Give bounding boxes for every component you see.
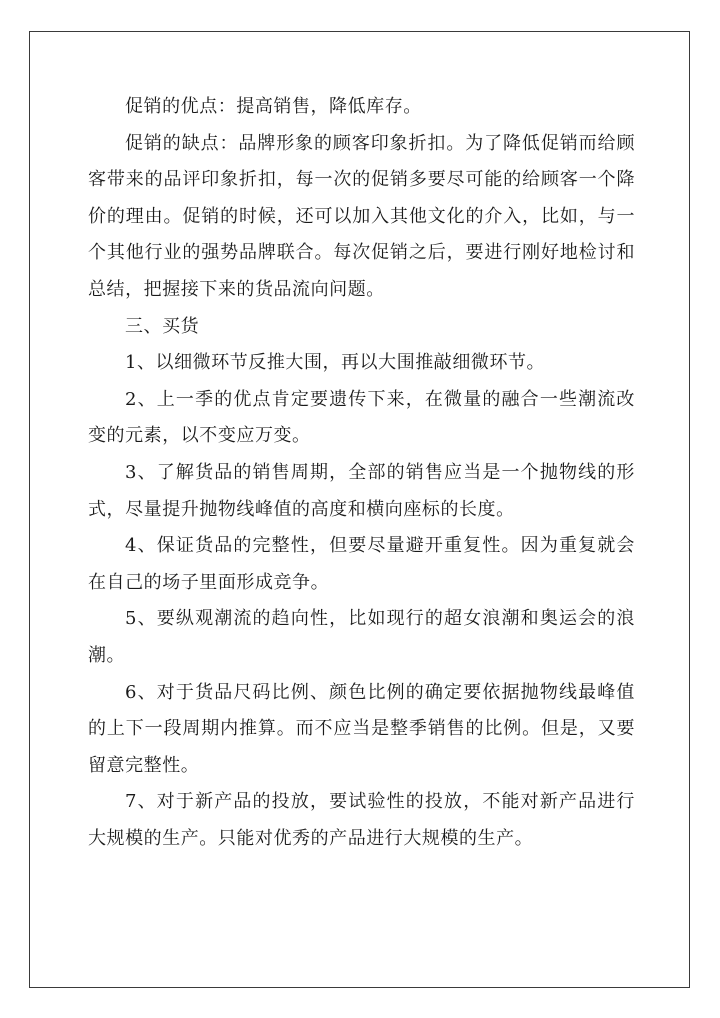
paragraph-promotion-advantages: 促销的优点：提高销售，降低库存。: [125, 96, 422, 117]
list-item-1: 1、以细微环节反推大围，再以大围推敲细微环节。: [125, 352, 546, 374]
section-heading-buying: 三、买货: [125, 315, 200, 337]
list-item-4: 4、保证货品的完整性，但要尽量避开重复性。因为重复就会在自己的场子里面形成竞争。: [88, 535, 635, 593]
list-item-5: 5、要纵观潮流的趋向性，比如现行的超女浪潮和奥运会的浪潮。: [88, 608, 635, 666]
list-item-7: 7、对于新产品的投放，要试验性的投放，不能对新产品进行大规模的生产。只能对优秀的产品进行大规模的生产。: [88, 791, 635, 849]
list-item-2: 2、上一季的优点肯定要遗传下来，在微量的融合一些潮流改变的元素，以不变应万变。: [88, 388, 635, 447]
paragraph-promotion-disadvantages: 促销的缺点：品牌形象的顾客印象折扣。为了降低促销而给顾客带来的品评印象折扣，每一次的促销多要尽可能的给顾客一个降价的理由。促销的时候，还可以加入其他文化的介入，比如，与一个其他行业的强势品牌联合。每次促销之后，要进行刚好地检讨和总结，把握接下来的货品流向问题。: [88, 132, 635, 300]
document-body: [88, 89, 635, 857]
list-item-3: 3、了解货品的销售周期，全部的销售应当是一个抛物线的形式，尽量提升抛物线峰值的高度和横向座标的长度。: [88, 461, 635, 520]
list-item-6: 6、对于货品尺码比例、颜色比例的确定要依据抛物线最峰值的上下一段周期内推算。而不应当是整季销售的比例。但是，又要留意完整性。: [88, 681, 635, 776]
